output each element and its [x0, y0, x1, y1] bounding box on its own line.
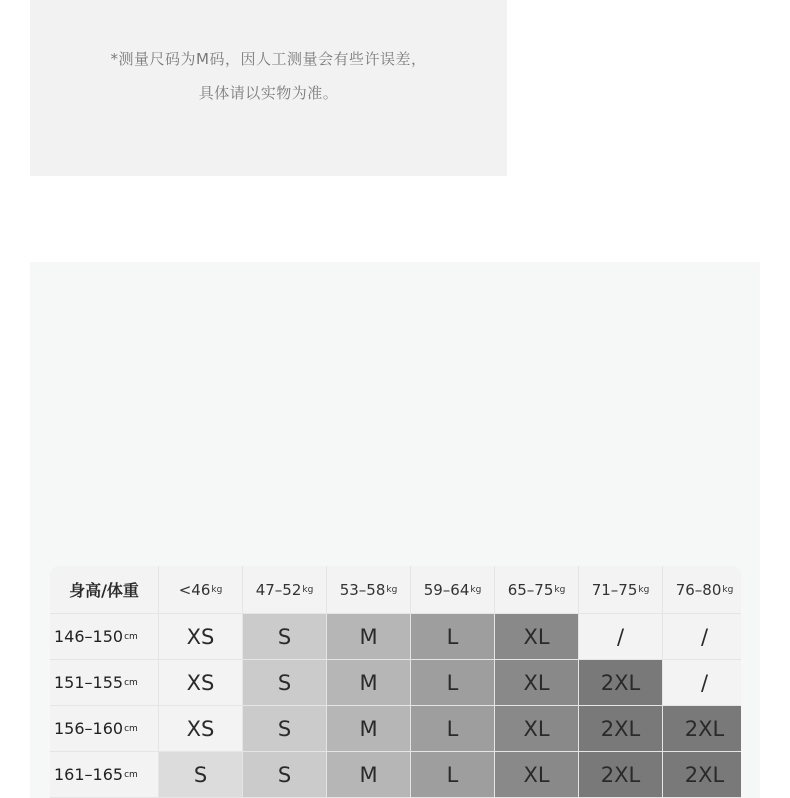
size-cell: / [663, 660, 741, 705]
size-cell: S [243, 660, 326, 705]
weight-unit-label: kg [302, 584, 314, 595]
size-cell: XS [159, 706, 242, 751]
weight-range-label: 59–64 [423, 580, 470, 599]
size-cell: L [411, 660, 494, 705]
weight-range-label: 53–58 [339, 580, 386, 599]
weight-range-label: 71–75 [591, 580, 638, 599]
measurement-note-line-1: *测量尺码为M码，因人工测量会有些许误差， [110, 50, 427, 68]
weight-column-header [579, 566, 662, 613]
size-cell: 2XL [663, 706, 741, 751]
height-row-label [50, 706, 158, 751]
size-table [50, 566, 741, 798]
height-range-label: 156–160 [54, 719, 124, 738]
height-row-label [50, 752, 158, 797]
height-row-label [50, 614, 158, 659]
size-cell: S [243, 614, 326, 659]
weight-range-label: 65–75 [507, 580, 554, 599]
weight-unit-label: kg [722, 584, 734, 595]
size-cell: 2XL [663, 752, 741, 797]
weight-column-header [663, 566, 741, 613]
size-cell: S [159, 752, 242, 797]
size-cell: L [411, 614, 494, 659]
size-cell: 2XL [579, 706, 662, 751]
weight-range-label: 47–52 [255, 580, 302, 599]
weight-column-header [327, 566, 410, 613]
weight-column-header [159, 566, 242, 613]
height-unit-label: cm [124, 769, 138, 780]
size-cell: XL [495, 660, 578, 705]
height-range-label: 161–165 [54, 765, 124, 784]
weight-column-header [243, 566, 326, 613]
size-cell: M [327, 614, 410, 659]
weight-column-header [411, 566, 494, 613]
height-row-label [50, 660, 158, 705]
size-cell: L [411, 706, 494, 751]
weight-column-header [495, 566, 578, 613]
size-cell: XL [495, 706, 578, 751]
table-corner-label: 身高/体重 [50, 566, 158, 613]
size-cell: / [663, 614, 741, 659]
weight-unit-label: kg [211, 584, 223, 595]
height-unit-label: cm [124, 677, 138, 688]
height-range-label: 146–150 [54, 627, 124, 646]
size-cell: XS [159, 660, 242, 705]
size-cell: S [243, 706, 326, 751]
size-cell: 2XL [579, 752, 662, 797]
size-cell: / [579, 614, 662, 659]
weight-range-label: <46 [178, 580, 211, 599]
size-cell: XL [495, 752, 578, 797]
size-cell: 2XL [579, 660, 662, 705]
weight-unit-label: kg [470, 584, 482, 595]
height-unit-label: cm [124, 631, 138, 642]
measurement-note-line-2: 具体请以实物为准。 [198, 84, 339, 102]
height-range-label: 151–155 [54, 673, 124, 692]
size-cell: XL [495, 614, 578, 659]
size-cell: XS [159, 614, 242, 659]
size-cell: M [327, 660, 410, 705]
weight-unit-label: kg [386, 584, 398, 595]
size-cell: M [327, 752, 410, 797]
weight-range-label: 76–80 [675, 580, 722, 599]
measurement-note-box [30, 0, 507, 176]
weight-unit-label: kg [638, 584, 650, 595]
height-unit-label: cm [124, 723, 138, 734]
size-cell: S [243, 752, 326, 797]
weight-unit-label: kg [554, 584, 566, 595]
size-cell: M [327, 706, 410, 751]
size-cell: L [411, 752, 494, 797]
